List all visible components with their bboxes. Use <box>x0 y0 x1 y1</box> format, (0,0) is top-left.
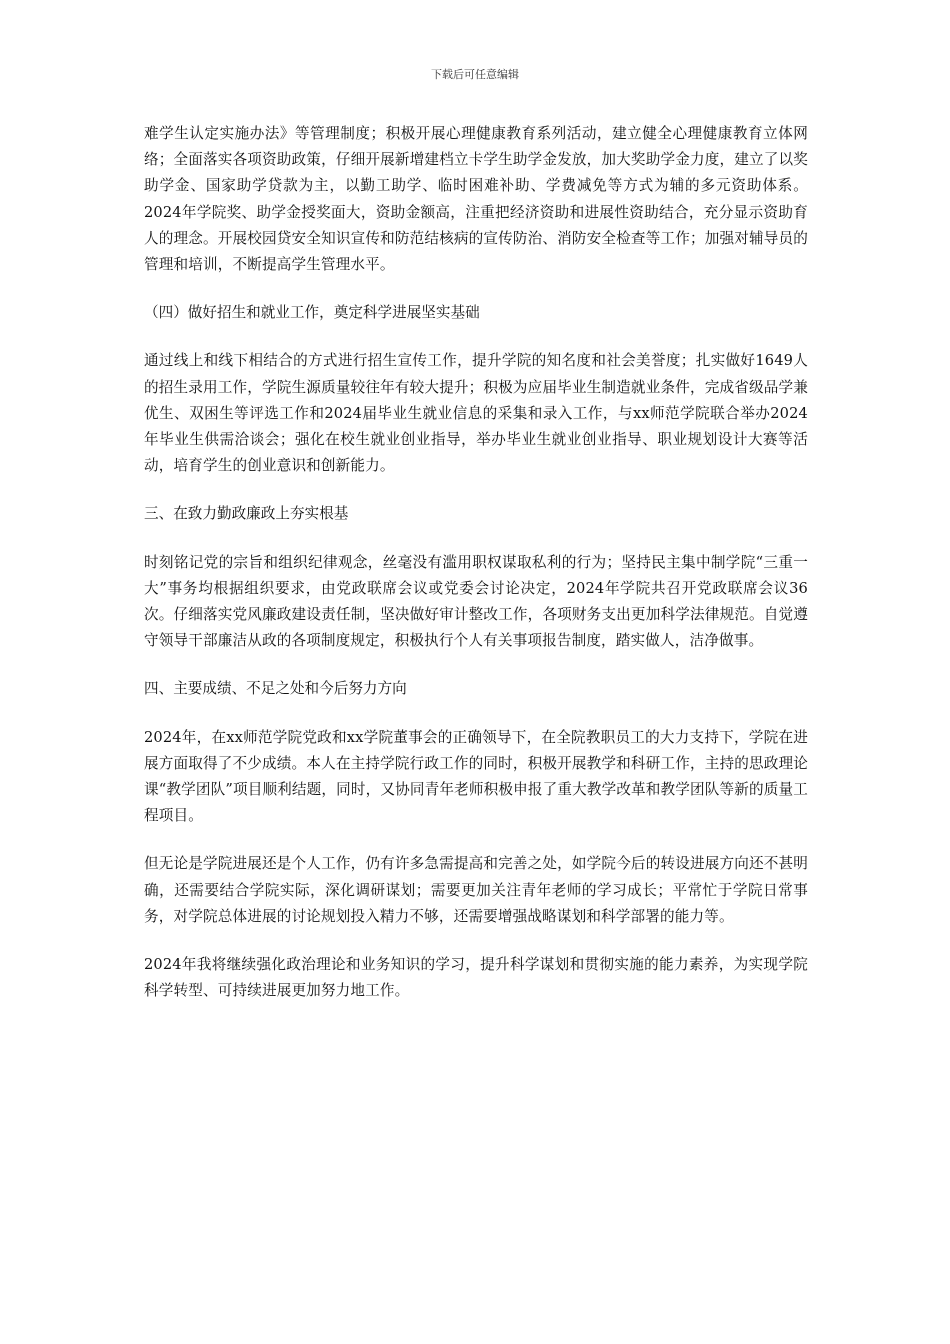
paragraph-student-support: 难学生认定实施办法》等管理制度；积极开展心理健康教育系列活动，建立健全心理健康教育立体网络；全面落实各项资助政策，仔细开展新增建档立卡学生助学金发放，加大奖助学金力度，建立了以奖助学金、国家助学贷款为主，以勤工助学、临时困难补助、学费减免等方式为辅的多元资助体系。2024年学院奖、助学金授奖面大，资助金额高，注重把经济资助和进展性资助结合，充分显示资助育人的理念。开展校园贷安全知识宣传和防范结核病的宣传防治、消防安全检查等工作；加强对辅导员的管理和培训，不断提高学生管理水平。 <box>144 125 808 274</box>
page-header: 下载后可任意编辑 <box>431 68 519 81</box>
paragraph-future-plan: 2024年我将继续强化政治理论和业务知识的学习，提升科学谋划和贯彻实施的能力素养，为实现学院科学转型、可持续进展更加努力地工作。 <box>144 956 808 1000</box>
section-heading-enrollment-employment: （四）做好招生和就业工作，奠定科学进展坚实基础 <box>144 304 480 322</box>
document-body <box>144 121 808 1026</box>
section-heading-integrity: 三、在致力勤政廉政上夯实根基 <box>144 505 349 523</box>
section-heading-achievements: 四、主要成绩、不足之处和今后努力方向 <box>144 680 407 698</box>
paragraph-integrity: 时刻铭记党的宗旨和组织纪律观念，丝毫没有滥用职权谋取私利的行为；坚持民主集中制学院“三重一大”事务均根据组织要求，由党政联席会议或党委会讨论决定，2024年学院共召开党政联席会议36次。仔细落实党风廉政建设责任制，坚决做好审计整改工作，各项财务支出更加科学法律规范。自觉遵守领导干部廉洁从政的各项制度规定，积极执行个人有关事项报告制度，踏实做人，洁净做事。 <box>144 553 808 650</box>
paragraph-shortcomings: 但无论是学院进展还是个人工作，仍有许多急需提高和完善之处，如学院今后的转设进展方向还不甚明确，还需要结合学院实际，深化调研谋划；需要更加关注青年老师的学习成长；平常忙于学院日常事务，对学院总体进展的讨论规划投入精力不够，还需要增强战略谋划和科学部署的能力等。 <box>144 855 808 925</box>
paragraph-achievements: 2024年，在xx师范学院党政和xx学院董事会的正确领导下，在全院教职员工的大力支持下，学院在进展方面取得了不少成绩。本人在主持学院行政工作的同时，积极开展教学和科研工作，主持的思政理论课“教学团队”项目顺利结题，同时，又协同青年老师积极申报了重大教学改革和教学团队等新的质量工程项目。 <box>144 728 808 825</box>
paragraph-enrollment-employment: 通过线上和线下相结合的方式进行招生宣传工作，提升学院的知名度和社会美誉度；扎实做好1649人的招生录用工作，学院生源质量较往年有较大提升；积极为应届毕业生制造就业条件，完成省级品学兼优生、双困生等评选工作和2024届毕业生就业信息的采集和录入工作，与xx师范学院联合举办2024年毕业生供需洽谈会；强化在校生就业创业指导，举办毕业生就业创业指导、职业规划设计大赛等活动，培育学生的创业意识和创新能力。 <box>144 352 808 475</box>
